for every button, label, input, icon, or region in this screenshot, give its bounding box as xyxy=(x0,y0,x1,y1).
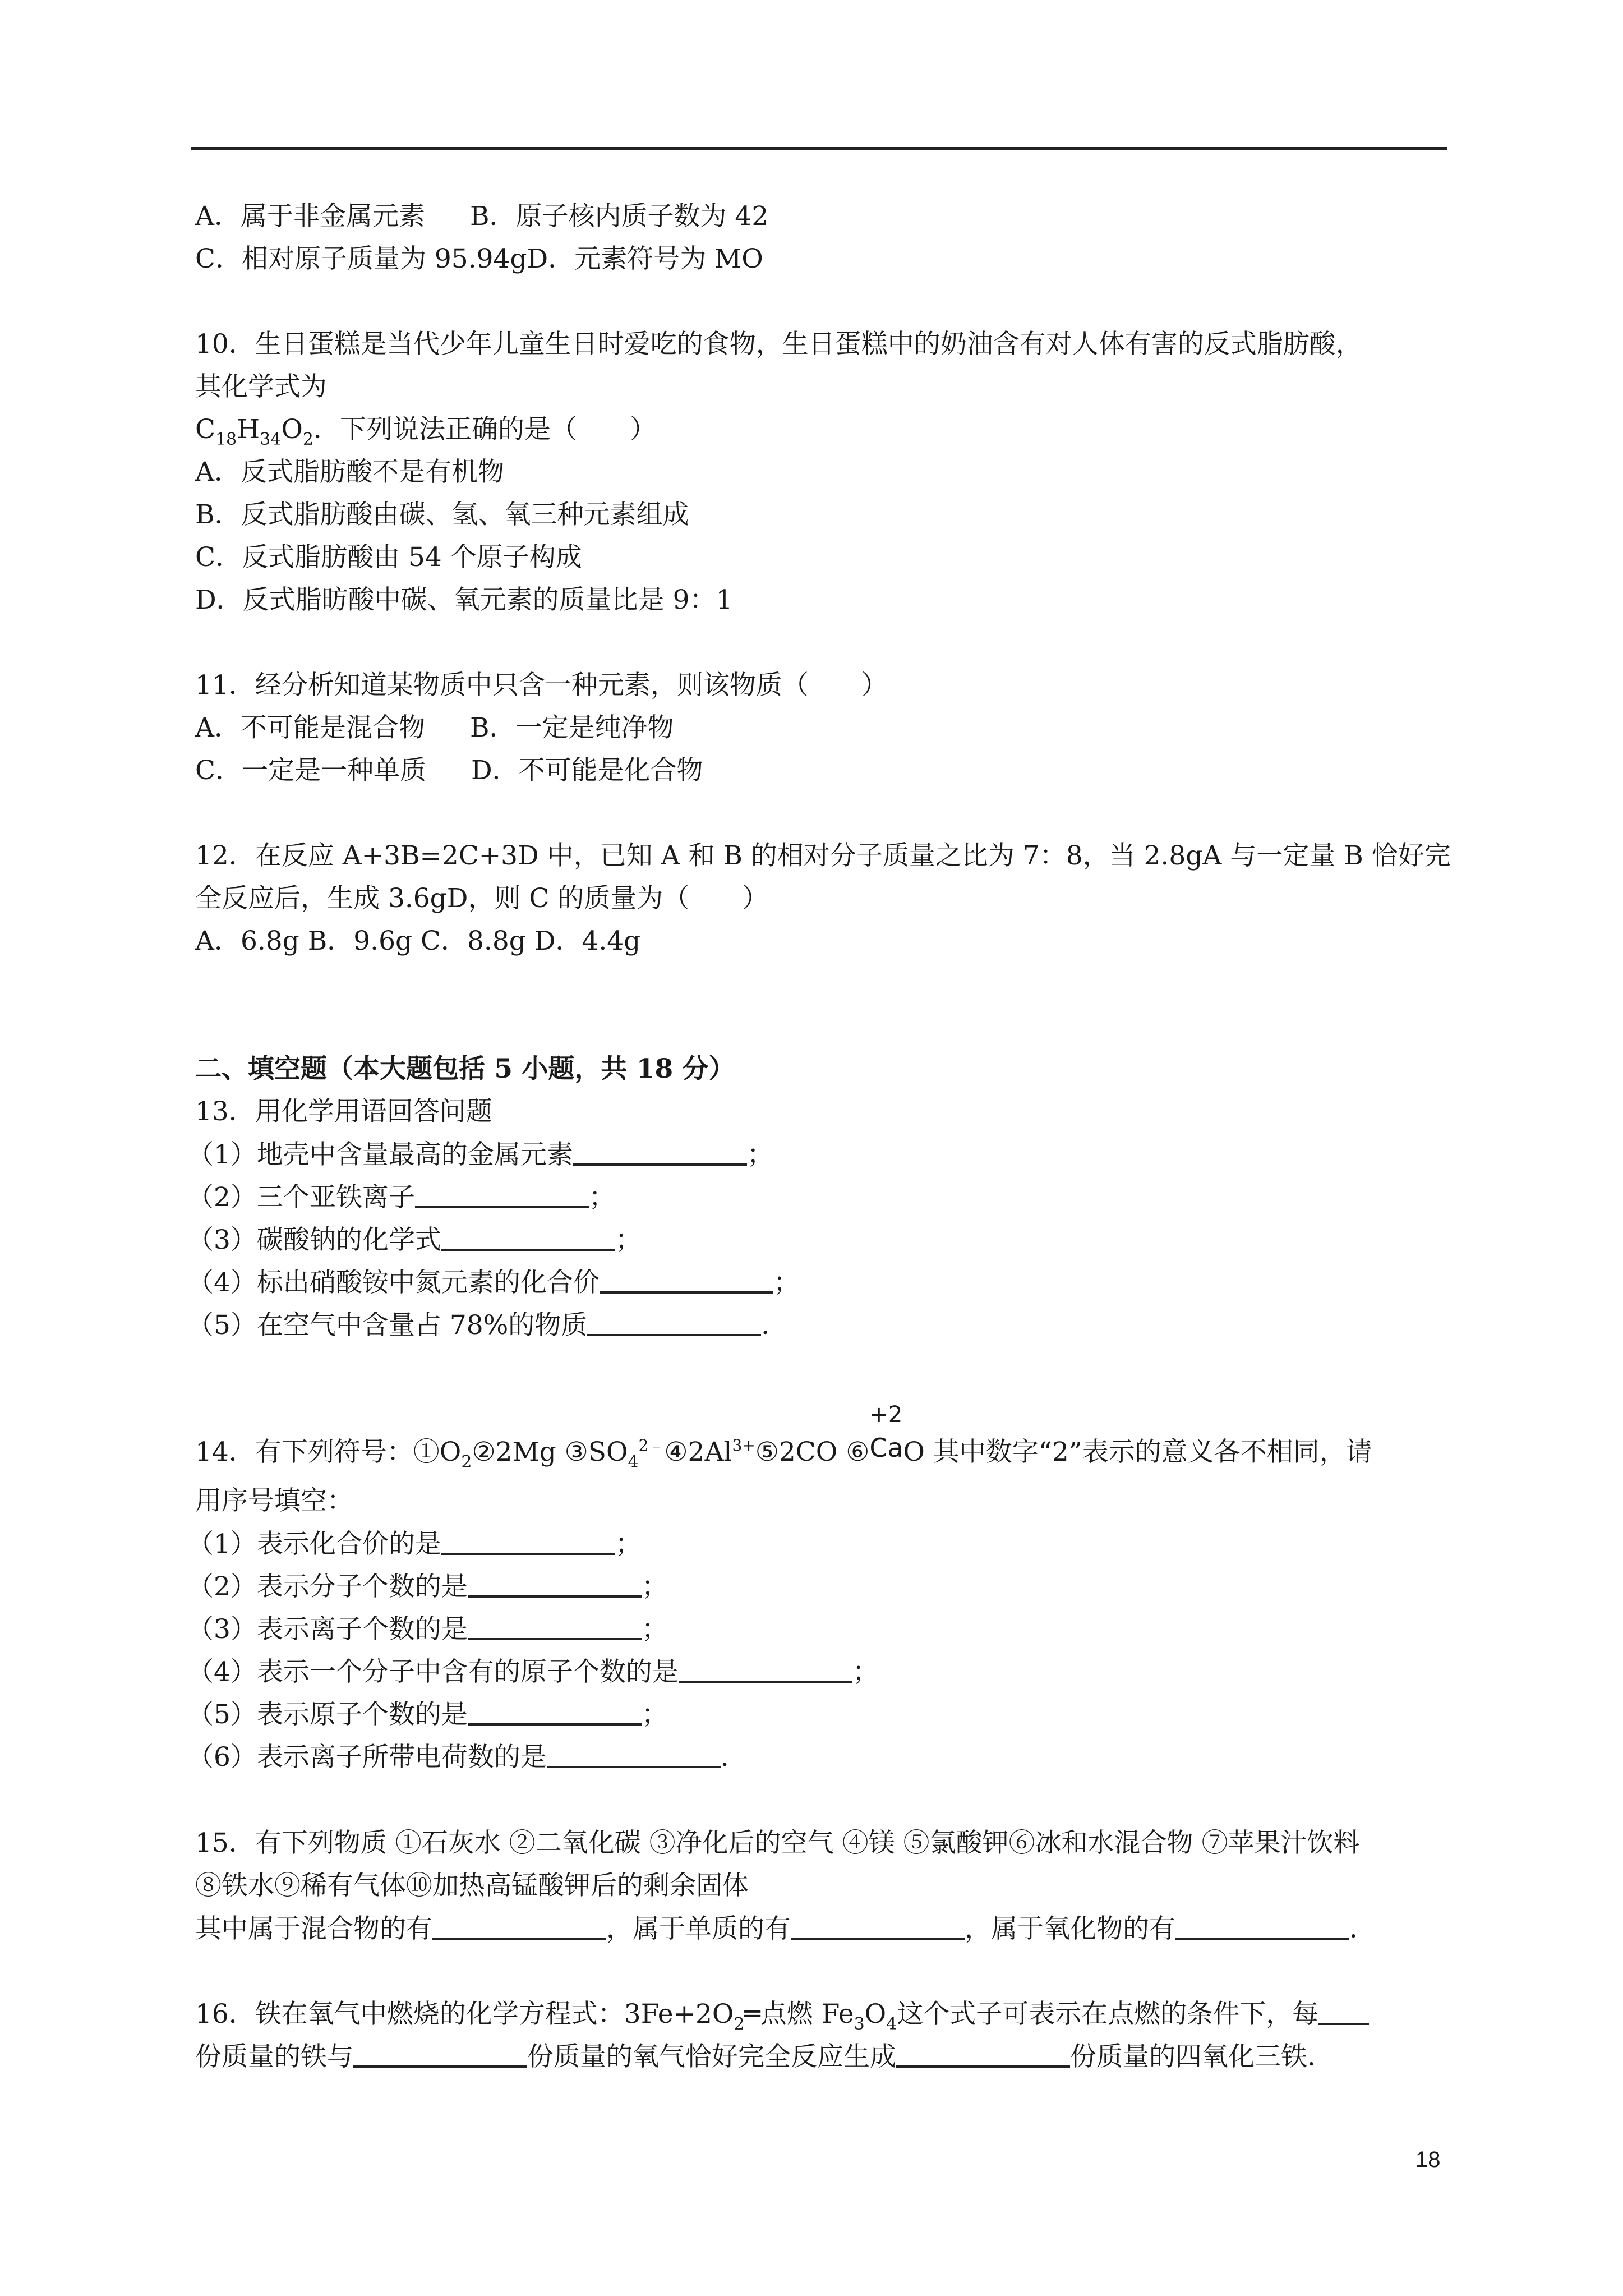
q16-part: 份质量的铁与 xyxy=(195,2041,353,2072)
q11-stem: 11．经分析知道某物质中只含一种元素，则该物质（ ） xyxy=(195,670,888,701)
punct: ； xyxy=(641,1614,668,1645)
q14-item-1-text: （1）表示化合价的是 xyxy=(187,1529,441,1559)
q13-stem: 13．用化学用语回答问题 xyxy=(195,1096,492,1127)
answer-blank[interactable] xyxy=(896,2043,1070,2068)
q10-stem-line2: 其化学式为 xyxy=(195,371,327,402)
q10-stem-line1: 10．生日蛋糕是当代少年儿童生日时爱吃的食物，生日蛋糕中的奶油含有对人体有害的反式脂肪酸， xyxy=(195,329,1362,360)
q14-item-1 xyxy=(187,1530,642,1557)
header-rule xyxy=(191,147,1447,150)
q14-item-3 xyxy=(187,1614,668,1645)
punct: ； xyxy=(615,1225,642,1255)
q10-option-b: B．反式脂肪酸由碳、氢、氧三种元素组成 xyxy=(195,499,689,530)
q14-item-6-text: （6）表示离子所带电荷数的是 xyxy=(187,1742,547,1773)
q14-item-3-text: （3）表示离子个数的是 xyxy=(187,1614,468,1645)
q12-stem-line2: 全反应后，生成 3.6gD，则 C 的质量为（ ） xyxy=(195,883,769,914)
q14-item-5 xyxy=(187,1701,668,1728)
formula-c-sub: 18 xyxy=(215,430,237,449)
q16-part: 份质量的四氧化三铁． xyxy=(1070,2041,1334,2072)
sup: 3+ xyxy=(732,1436,755,1455)
sub: 2 xyxy=(734,2014,745,2034)
q10-option-c: C．反式脂肪酸由 54 个原子构成 xyxy=(195,542,582,573)
q15-part: ，属于单质的有 xyxy=(606,1913,791,1944)
q9-options-ab xyxy=(195,201,769,232)
q16-part: 这个式子可表示在点燃的条件下，每 xyxy=(897,1999,1319,2030)
answer-blank[interactable] xyxy=(353,2043,527,2068)
q14-part: 14．有下列符号：①O xyxy=(195,1437,462,1467)
calcium-valence-symbol xyxy=(869,1402,903,1463)
q16-part: 16．铁在氧气中燃烧的化学方程式：3Fe+2O xyxy=(195,1999,734,2030)
q9-option-b: B．原子核内质子数为 42 xyxy=(469,201,769,232)
q14-item-2 xyxy=(187,1573,668,1600)
sub: 2 xyxy=(461,1452,472,1472)
punct: ； xyxy=(773,1267,800,1298)
q16-stem-line1 xyxy=(195,1999,1369,2034)
sup: 2﹣ xyxy=(638,1436,665,1455)
q13-item-1-text: （1）地壳中含量最高的金属元素 xyxy=(187,1139,573,1170)
q11-option-b: B．一定是纯净物 xyxy=(469,712,674,743)
q14-item-4-text: （4）表示一个分子中含有的原子个数的是 xyxy=(187,1657,679,1687)
q11-options-cd xyxy=(195,757,703,784)
q13-item-2 xyxy=(187,1184,615,1211)
punct: ； xyxy=(588,1182,615,1213)
answer-blank[interactable] xyxy=(679,1658,852,1683)
sub: 4 xyxy=(628,1452,639,1472)
q13-item-1 xyxy=(187,1141,773,1168)
punct: ； xyxy=(746,1139,773,1170)
q11-option-d: D．不可能是化合物 xyxy=(471,755,703,786)
sub: 3 xyxy=(854,2014,865,2034)
q12-options: A．6.8g B．9.6g C．8.8g D．4.4g xyxy=(195,926,641,956)
q15-stem-line2: ⑧铁水⑨稀有气体⑩加热高锰酸钾后的剩余固体 xyxy=(195,1870,749,1901)
q14-item-4 xyxy=(187,1658,879,1685)
answer-blank[interactable] xyxy=(432,1915,606,1940)
q9-option-a: A．属于非金属元素 xyxy=(195,201,425,232)
q14-item-5-text: （5）表示原子个数的是 xyxy=(187,1699,468,1730)
q13-item-2-text: （2）三个亚铁离子 xyxy=(187,1182,415,1213)
q14-part: ②2Mg ③SO xyxy=(472,1437,628,1467)
punct: ． xyxy=(761,1310,788,1341)
q16-part: 份质量的氧气恰好完全反应生成 xyxy=(527,2041,896,2072)
q15-stem-line1: 15．有下列物质 ①石灰水 ②二氧化碳 ③净化后的空气 ④镁 ⑤氯酸钾⑥冰和水混合物 ⑦苹果汁饮料 xyxy=(195,1828,1360,1858)
formula-h-sub: 34 xyxy=(260,430,282,449)
q10-stem-rest: ．下列说法正确的是（ ） xyxy=(313,414,656,445)
punct: ； xyxy=(641,1571,668,1602)
answer-blank[interactable] xyxy=(468,1616,642,1640)
answer-blank[interactable] xyxy=(600,1269,773,1294)
q11-option-a: A．不可能是混合物 xyxy=(195,712,425,743)
q14-part: O 其中数字“2”表示的意义各不相同，请 xyxy=(903,1437,1372,1467)
q13-item-3-text: （3）碳酸钠的化学式 xyxy=(187,1225,441,1255)
q16-part: O xyxy=(864,1999,887,2030)
formula-o-sub: 2 xyxy=(302,430,313,449)
answer-blank[interactable] xyxy=(468,1701,642,1726)
section-heading: 二、填空题（本大题包括 5 小题，共 18 分） xyxy=(195,1053,735,1084)
answer-blank[interactable] xyxy=(1175,1915,1349,1940)
q15-answer-line xyxy=(195,1915,1376,1942)
answer-blank[interactable] xyxy=(587,1312,761,1336)
q15-part: ，属于氧化物的有 xyxy=(965,1913,1175,1944)
element-label: Ca xyxy=(869,1433,903,1463)
q12-stem-line1: 12．在反应 A+3B=2C+3D 中，已知 A 和 B 的相对分子质量之比为 7：8，当 2.8gA 与一定量 B 恰好完 xyxy=(195,840,1451,871)
q14-item-2-text: （2）表示分子个数的是 xyxy=(187,1571,468,1602)
q14-stem-line2: 用序号填空： xyxy=(195,1485,353,1516)
q16-stem-line2 xyxy=(195,2043,1334,2070)
q10-formula-line xyxy=(195,414,656,449)
answer-blank[interactable] xyxy=(441,1226,615,1251)
answer-blank[interactable] xyxy=(791,1915,965,1940)
punct: ； xyxy=(641,1699,668,1730)
valence-label: +2 xyxy=(869,1402,903,1428)
punct: ； xyxy=(852,1657,879,1687)
q13-item-4-text: （4）标出硝酸铵中氮元素的化合价 xyxy=(187,1267,600,1298)
punct: ； xyxy=(615,1529,642,1559)
answer-blank[interactable] xyxy=(441,1530,615,1555)
formula-o: O xyxy=(281,414,303,445)
formula-c: C xyxy=(195,414,215,445)
punct: ． xyxy=(1349,1913,1376,1944)
answer-blank[interactable] xyxy=(415,1184,589,1208)
sub: 4 xyxy=(886,2014,897,2034)
q14-item-6 xyxy=(187,1742,747,1773)
q11-options-ab xyxy=(195,712,674,743)
page-number: 18 xyxy=(1415,2147,1441,2172)
q10-option-d: D．反式脂昉酸中碳、氧元素的质量比是 9：1 xyxy=(195,585,733,615)
q13-item-4 xyxy=(187,1269,800,1296)
answer-blank[interactable] xyxy=(1318,2000,1369,2025)
q10-option-a: A．反式脂肪酸不是有机物 xyxy=(195,457,504,487)
q13-item-5 xyxy=(187,1310,788,1341)
answer-blank[interactable] xyxy=(573,1141,747,1166)
punct: ． xyxy=(720,1742,747,1773)
answer-blank[interactable] xyxy=(468,1573,642,1598)
q9-options-cd: C．相对原子质量为 95.94gD．元素符号为 MO xyxy=(195,243,763,274)
q14-part: ⑤2CO ⑥ xyxy=(755,1437,870,1467)
q15-part: 其中属于混合物的有 xyxy=(195,1913,432,1944)
q14-part: ④2Al xyxy=(664,1437,732,1467)
answer-blank[interactable] xyxy=(547,1743,721,1768)
q13-item-3 xyxy=(187,1226,642,1253)
q11-option-c: C．一定是一种单质 xyxy=(195,755,426,786)
q14-stem-line1 xyxy=(195,1402,1372,1472)
formula-h: H xyxy=(237,414,260,445)
q16-part: ═点燃 Fe xyxy=(744,1999,854,2030)
q13-item-5-text: （5）在空气中含量占 78%的物质 xyxy=(187,1310,588,1341)
